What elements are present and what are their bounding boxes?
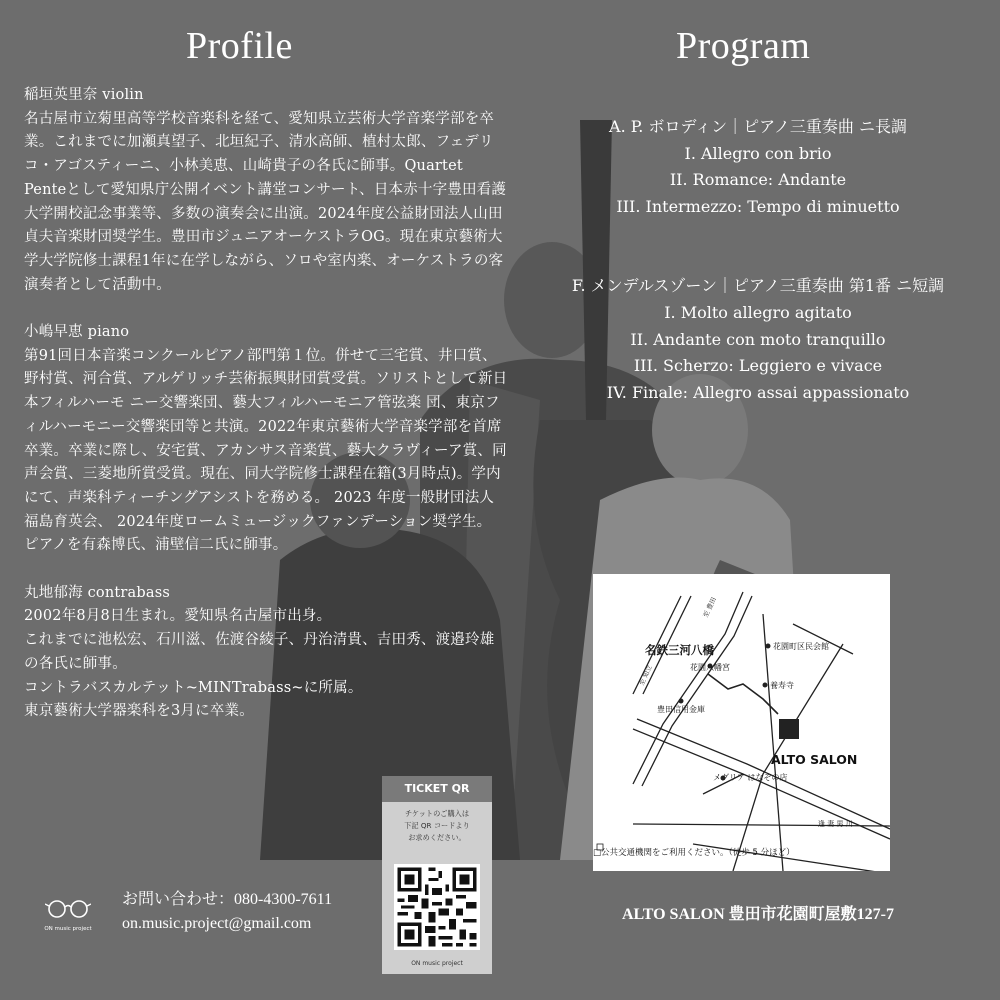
map-shrine-label: 花園八幡宮 [690, 663, 730, 672]
program-title: Program [676, 25, 811, 67]
program-piece-mendelssohn [540, 273, 976, 406]
movement: III. Intermezzo: Tempo di minuetto [616, 196, 900, 216]
performer-bio-line: 東京藝術大学器楽科を3月に卒業。 [24, 703, 254, 720]
performer-name: 稲垣英里奈 violin [24, 87, 144, 103]
movement: IV. Finale: Allegro assai appassionato [606, 382, 910, 402]
performer-name: 丸地郁海 contrabass [24, 584, 171, 601]
map-river-label: 逢 妻 男 川 [818, 820, 853, 828]
performer-bio-line: これまでに池松宏、石川滋、佐渡谷綾子、丹治清貴、吉田秀、渡邉玲雄の各氏に師事。 [24, 632, 495, 672]
map-venue-label: ALTO SALON [771, 752, 858, 767]
performer-bio-teachers: ピアノを有森博氏、浦壁信二氏に師事。 [24, 537, 288, 554]
map-rail-label: 至 豊田 [701, 595, 718, 619]
performer-bio-line: 2002年8月8日生まれ。愛知県名古屋市出身。 [24, 608, 332, 625]
logo [36, 898, 100, 932]
ticket-note-line: チケットのご購入は [404, 809, 470, 818]
map-bank-label: 豊田信用金庫 [657, 705, 705, 714]
ticket-qr-card [382, 776, 492, 974]
glasses-icon [45, 898, 91, 920]
map-drawing [593, 574, 890, 871]
ticket-note-line: お求めください。 [408, 833, 466, 842]
map-rail-label: 至 知立 [637, 663, 654, 687]
performer-piano [24, 321, 508, 558]
profile-title: Profile [186, 25, 293, 67]
movement: III. Scherzo: Leggiero e vivace [633, 356, 883, 376]
performer-bio: 第91回日本音楽コンクールピアノ部門第１位。併せて三宅賞、井口賞、野村賞、河合賞、アルゲリッチ芸術振興財団賞受賞。ソリストとして新日本フィルハーモ ニー交響楽団、藝大フィルハーモニア管弦楽 団、東京フィルハーモニー交響楽団等と共演。2022年東京藝術大学音楽学部を首席卒業。卒業に際し、安宅賞、アカンサス音楽賞、藝大クラヴィーア賞、同声会賞、三菱地所賞受賞。現在、同大学院修士課程在籍(3月時点)。学内にて、声楽科ティーチングアシストを務める。 2023 年度一般財団法人福島育英会、 2024年度ロームミュージックファンデーション奨学生。 [24, 347, 508, 530]
map-note: □公共交通機関をご利用ください。（徒歩 5 分ほど） [593, 848, 795, 858]
performer-bio-line: コントラバスカルテット~MINTrabass~に所属。 [24, 679, 363, 696]
contact-info [122, 888, 332, 936]
venue-address: ALTO SALON 豊田市花園町屋敷127-7 [621, 906, 895, 923]
map-hall-label: 花園町区民会館 [773, 642, 829, 651]
movement: II. Andante con moto tranquillo [630, 329, 886, 349]
qr-code-icon[interactable] [394, 864, 480, 950]
movement: II. Romance: Andante [669, 170, 847, 190]
contact-email[interactable]: on.music.project@gmail.com [122, 915, 312, 932]
performer-violin [24, 84, 508, 297]
ticket-note-line: 下記 QR コードより [404, 821, 470, 830]
map-station-label: 名鉄三河八橋 [645, 643, 714, 657]
program-piece-borodin [540, 114, 976, 220]
ticket-footer: ON music project [411, 960, 463, 967]
movement: I. Allegro con brio [684, 143, 832, 163]
ticket-instructions [382, 802, 492, 844]
logo-text: ON music project [44, 926, 92, 932]
venue-map [593, 574, 890, 871]
contact-phone: お問い合わせ：080-4300-7611 [122, 891, 333, 908]
piece-title: A. P. ボロディン｜ピアノ三重奏曲 ニ長調 [609, 117, 907, 136]
map-temple-label: 養寿寺 [770, 681, 794, 690]
performer-name: 小嶋早恵 piano [24, 324, 130, 341]
performer-contrabass [24, 582, 508, 724]
map-shop-label: メグリア はなぞの店 [713, 773, 788, 782]
profile-section [24, 84, 508, 748]
movement: I. Molto allegro agitato [664, 302, 852, 322]
program-section [540, 114, 976, 459]
ticket-header: TICKET QR [382, 776, 492, 802]
piece-title: F. メンデルスゾーン｜ピアノ三重奏曲 第1番 ニ短調 [571, 276, 945, 296]
performer-bio: 名古屋市立菊里高等学校音楽科を経て、愛知県立芸術大学音楽学部を卒業。これまでに加瀬真望子、北垣紀子、清水高師、植村太郎、フェデリコ・アゴスティーニ、小林美恵、山崎貴子の各氏に師事。Quartet Penteとして愛知県庁公開イベント講堂コンサート、日本赤十字豊田看護大学開校記念事業等、多数の演奏会に出演。2024年度公益財団法人山田貞夫音楽財団奨学生。豊田市ジュニアオーケストラOG。現在東京藝術大学大学院修士課程1年に在学しながら、ソロや室内楽、オーケストラの客演奏者として活動中。 [24, 110, 507, 293]
